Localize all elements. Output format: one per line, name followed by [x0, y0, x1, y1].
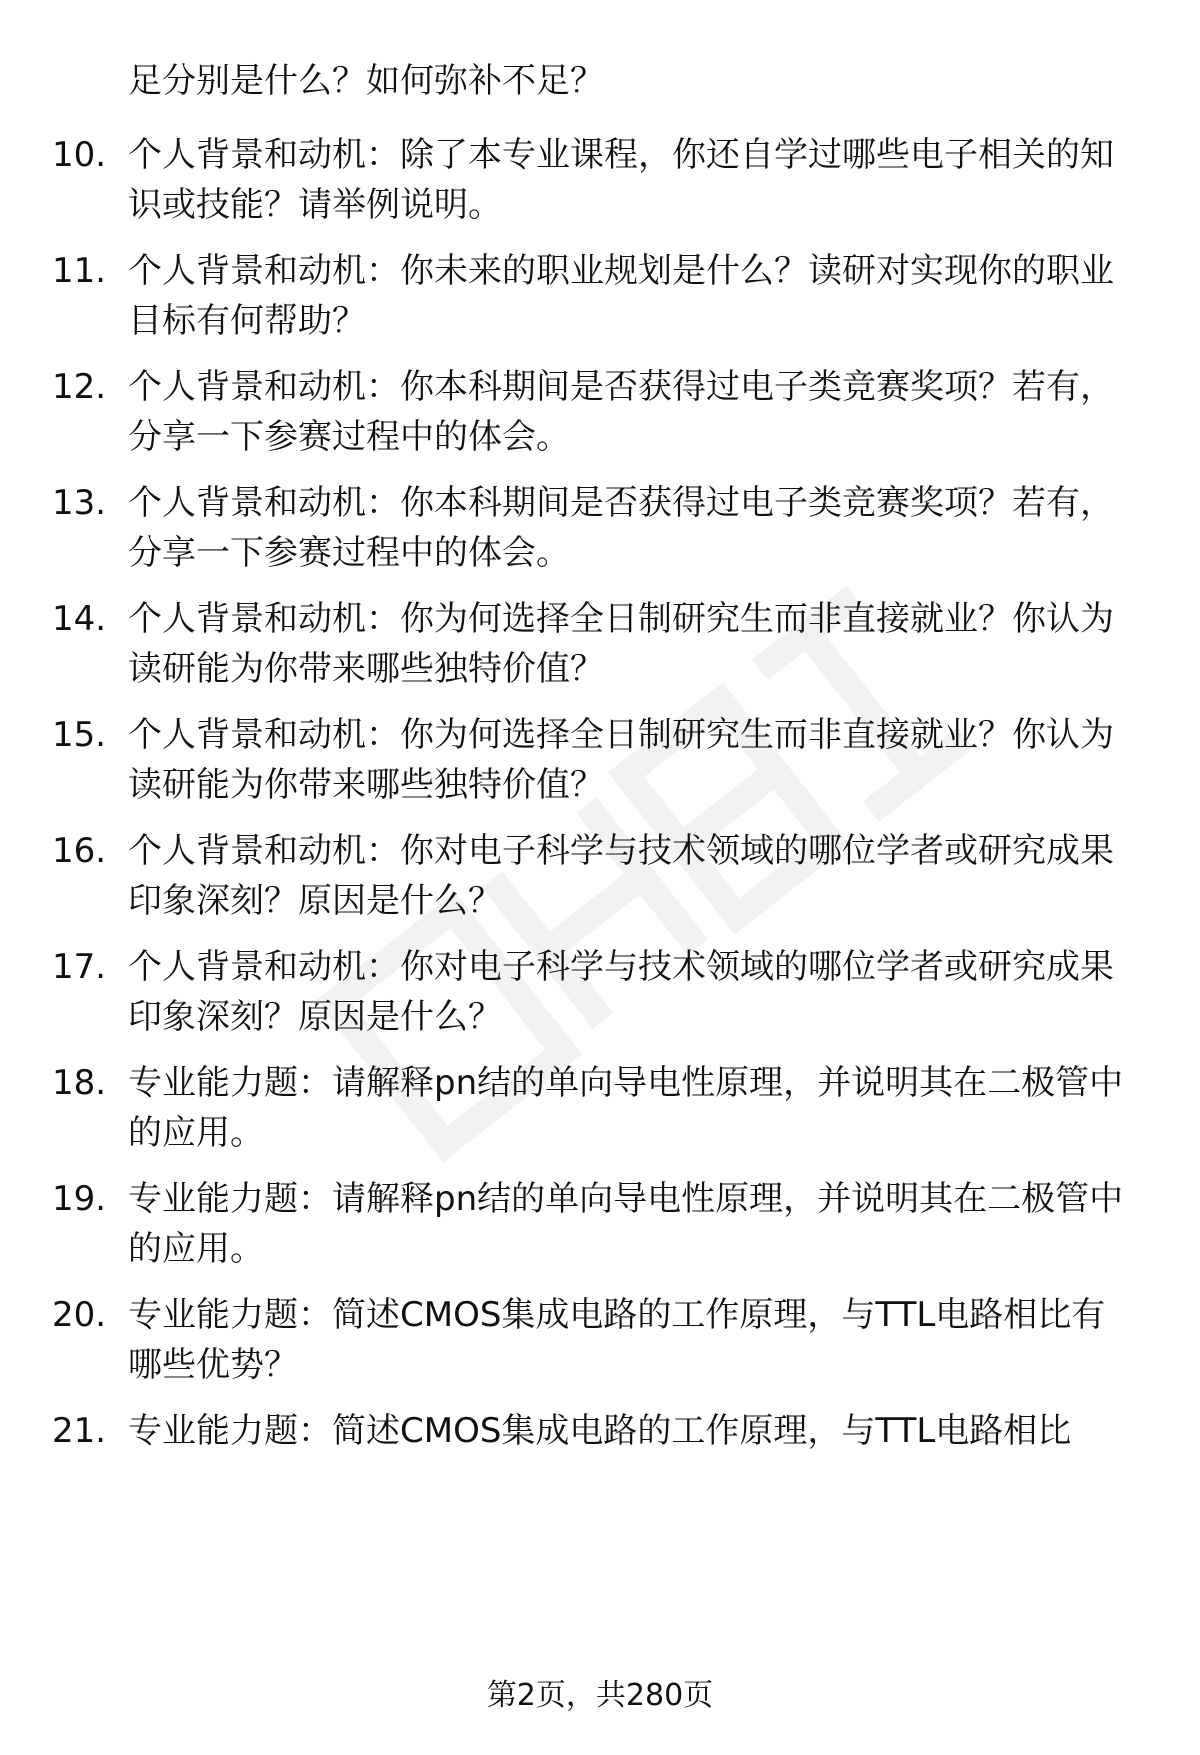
question-text: 个人背景和动机：你为何选择全日制研究生而非直接就业？你认为读研能为你带来哪些独特价值？ [128, 715, 1114, 805]
list-item [52, 1290, 1152, 1390]
question-text: 专业能力题：请解释pn结的单向导电性原理，并说明其在二极管中的应用。 [128, 1063, 1124, 1153]
question-text: 个人背景和动机：你为何选择全日制研究生而非直接就业？你认为读研能为你带来哪些独特价值？ [128, 599, 1114, 689]
question-text: 个人背景和动机：你本科期间是否获得过电子类竞赛奖项？若有，分享一下参赛过程中的体会。 [128, 483, 1114, 573]
list-item [52, 826, 1152, 926]
question-number: 21. [52, 1411, 107, 1451]
question-text: 专业能力题：简述CMOS集成电路的工作原理，与TTL电路相比有哪些优势？ [128, 1295, 1106, 1385]
question-number: 15. [52, 715, 107, 755]
question-number: 17. [52, 947, 107, 987]
list-item [52, 362, 1152, 462]
question-number: 11. [52, 251, 107, 291]
question-number: 18. [52, 1063, 107, 1103]
list-item [52, 594, 1152, 694]
list-item [52, 942, 1152, 1042]
question-number: 20. [52, 1295, 107, 1335]
question-text: 专业能力题：简述CMOS集成电路的工作原理，与TTL电路相比 [128, 1411, 1072, 1451]
question-text: 个人背景和动机：你对电子科学与技术领域的哪位学者或研究成果印象深刻？原因是什么？ [128, 947, 1114, 1037]
question-text: 专业能力题：请解释pn结的单向导电性原理，并说明其在二极管中的应用。 [128, 1179, 1124, 1269]
question-number: 10. [52, 135, 107, 175]
question-number: 14. [52, 599, 107, 639]
list-item [52, 478, 1152, 578]
list-item [52, 1406, 1152, 1456]
question-text: 个人背景和动机：你对电子科学与技术领域的哪位学者或研究成果印象深刻？原因是什么？ [128, 831, 1114, 921]
list-item [52, 246, 1152, 346]
question-number: 19. [52, 1179, 107, 1219]
question-text: 个人背景和动机：除了本专业课程，你还自学过哪些电子相关的知识或技能？请举例说明。 [128, 135, 1114, 225]
continued-question-text: 足分别是什么？如何弥补不足？ [128, 61, 604, 101]
page-footer: 第2页，共280页 [486, 1678, 714, 1713]
list-item [52, 710, 1152, 810]
question-number: 12. [52, 367, 107, 407]
list-item [52, 130, 1152, 230]
question-number: 16. [52, 831, 107, 871]
question-text: 个人背景和动机：你本科期间是否获得过电子类竞赛奖项？若有，分享一下参赛过程中的体会。 [128, 367, 1114, 457]
list-item [52, 1174, 1152, 1274]
list-item [52, 1058, 1152, 1158]
question-text: 个人背景和动机：你未来的职业规划是什么？读研对实现你的职业目标有何帮助？ [128, 251, 1114, 341]
question-number: 13. [52, 483, 107, 523]
